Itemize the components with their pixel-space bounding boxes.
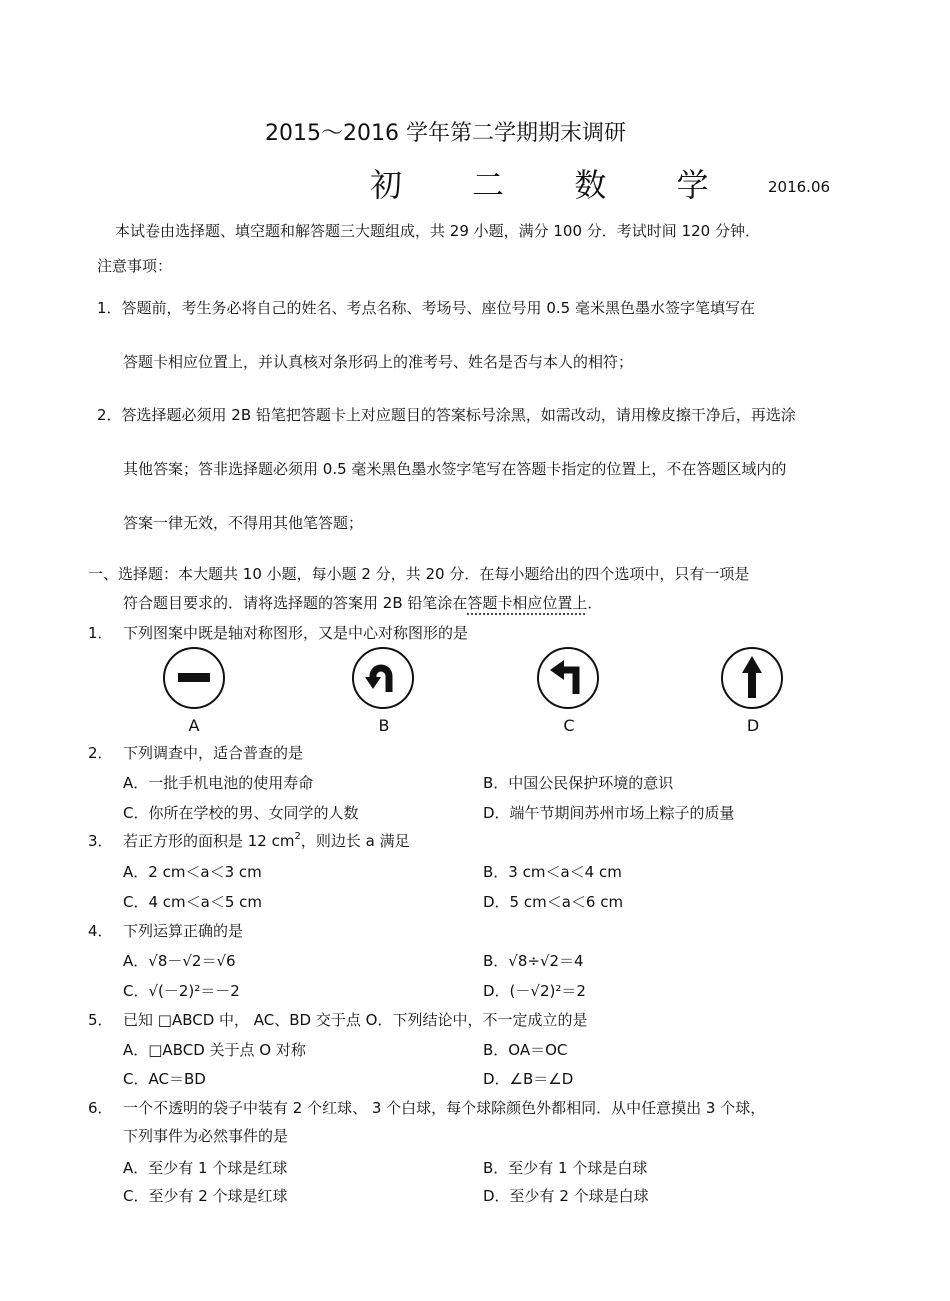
section-heading: 一、选择题：本大题共 10 小题，每小题 2 分，共 20 分．在每小题给出的四个选项中，只有一项是 bbox=[88, 565, 750, 583]
q3-option-c: C．4 cm＜a＜5 cm bbox=[123, 893, 263, 911]
q6-option-b: B．至少有 1 个球是白球 bbox=[483, 1159, 648, 1177]
q2-option-a: A．一批手机电池的使用寿命 bbox=[123, 774, 314, 792]
note-2a: 2．答选择题必须用 2B 铅笔把答题卡上对应题目的答案标号涂黑，如需改动，请用橡皮擦干净后，再选涂 bbox=[97, 406, 796, 424]
note-2c: 答案一律无效，不得用其他笔答题； bbox=[123, 514, 364, 532]
q2-stem: 下列调查中，适合普查的是 bbox=[123, 744, 304, 762]
exam-title: 2015～2016 学年第二学期期末调研 bbox=[265, 121, 626, 146]
note-1b: 答题卡相应位置上，并认真核对条形码上的准考号、姓名是否与本人的相符； bbox=[123, 353, 634, 371]
q1-label-d: D bbox=[746, 716, 760, 735]
q2-number: 2． bbox=[88, 744, 113, 762]
intro-line: 本试卷由选择题、填空题和解答题三大题组成，共 29 小题，满分 100 分．考试时间 120 分钟． bbox=[115, 222, 760, 240]
q1-number: 1． bbox=[88, 624, 113, 642]
q3-option-b: B．3 cm＜a＜4 cm bbox=[483, 863, 622, 881]
q4-option-d: D．(－√2)²＝2 bbox=[483, 982, 586, 1000]
q3-option-d: D．5 cm＜a＜6 cm bbox=[483, 893, 624, 911]
q4-option-c: C．√(－2)²＝－2 bbox=[123, 982, 240, 1000]
q6-stem: 一个不透明的袋子中装有 2 个红球、 3 个白球，每个球除颜色外都相同．从中任意摸出 3 个球， bbox=[123, 1099, 766, 1117]
notes-title: 注意事项： bbox=[97, 257, 173, 275]
q3-stem-post: ，则边长 a 满足 bbox=[300, 832, 410, 850]
q4-number: 4． bbox=[88, 922, 113, 940]
minus-sign-icon bbox=[162, 646, 226, 710]
q3-number: 3． bbox=[88, 832, 113, 850]
q5-number: 5． bbox=[88, 1011, 113, 1029]
emphasis-dotted-text: 答题卡相应位置上 bbox=[467, 594, 588, 612]
subject-title: 初 二 数 学 bbox=[370, 166, 739, 204]
q1-stem: 下列图案中既是轴对称图形，又是中心对称图形的是 bbox=[123, 624, 469, 642]
q5-option-b: B．OA＝OC bbox=[483, 1041, 568, 1059]
q2-option-b: B．中国公民保护环境的意识 bbox=[483, 774, 674, 792]
q1-label-b: B bbox=[378, 716, 390, 735]
q6-option-d: D．至少有 2 个球是白球 bbox=[483, 1187, 649, 1205]
q6-option-a: A．至少有 1 个球是红球 bbox=[123, 1159, 288, 1177]
q3-option-a: A．2 cm＜a＜3 cm bbox=[123, 863, 262, 881]
q2-option-c: C．你所在学校的男、女同学的人数 bbox=[123, 804, 359, 822]
section-heading-2-post: ． bbox=[587, 594, 603, 612]
q4-option-b: B．√8÷√2＝4 bbox=[483, 952, 584, 970]
note-2b: 其他答案；答非选择题必须用 0.5 毫米黑色墨水签字笔写在答题卡指定的位置上，不在答题区域内的 bbox=[123, 460, 787, 478]
q4-option-a: A．√8－√2＝√6 bbox=[123, 952, 236, 970]
q6-number: 6． bbox=[88, 1099, 113, 1117]
q5-option-a: A．□ABCD 关于点 O 对称 bbox=[123, 1041, 306, 1059]
section-heading-2 bbox=[123, 592, 602, 613]
q5-option-c: C．AC＝BD bbox=[123, 1070, 206, 1088]
exam-date: 2016.06 bbox=[768, 178, 831, 196]
u-turn-icon bbox=[351, 646, 415, 710]
q2-option-d: D．端午节期间苏州市场上粽子的质量 bbox=[483, 804, 735, 822]
q5-option-d: D．∠B＝∠D bbox=[483, 1070, 574, 1088]
q3-stem-sup: 2 bbox=[294, 831, 301, 842]
q4-stem: 下列运算正确的是 bbox=[123, 922, 244, 940]
q3-stem-pre: 若正方形的面积是 12 cm bbox=[123, 832, 295, 850]
up-arrow-icon bbox=[720, 646, 784, 710]
q5-stem: 已知 □ABCD 中， AC、BD 交于点 O．下列结论中，不一定成立的是 bbox=[123, 1011, 588, 1029]
q1-label-c: C bbox=[563, 716, 575, 735]
q3-stem bbox=[123, 830, 410, 851]
q6-option-c: C．至少有 2 个球是红球 bbox=[123, 1187, 288, 1205]
q1-label-a: A bbox=[188, 716, 200, 735]
q6-stem-2: 下列事件为必然事件的是 bbox=[123, 1127, 289, 1145]
left-turn-arrow-icon bbox=[536, 646, 600, 710]
section-heading-2-pre: 符合题目要求的．请将选择题的答案用 2B 铅笔涂在 bbox=[123, 594, 468, 612]
note-1a: 1．答题前，考生务必将自己的姓名、考点名称、考场号、座位号用 0.5 毫米黑色墨水签字笔填写在 bbox=[97, 299, 755, 317]
